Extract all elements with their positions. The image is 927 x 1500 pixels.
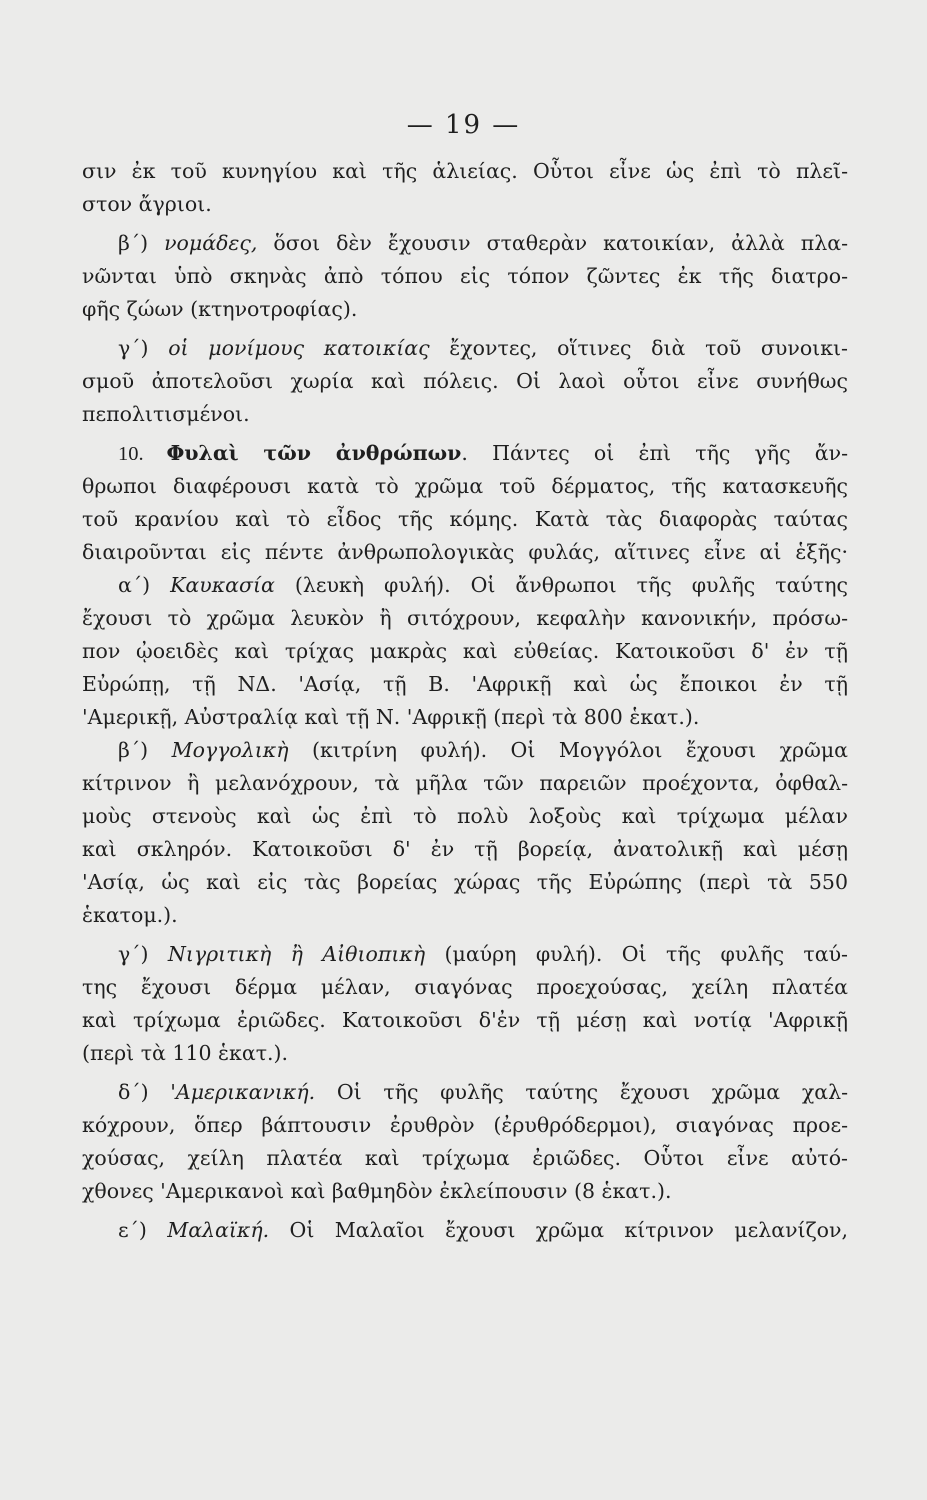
text-run: 'Αμερικῇ, Αὐστραλίᾳ καὶ τῇ Ν. 'Αφρικῇ (περὶ τὰ 800 ἑκατ.). — [82, 705, 700, 729]
text-line — [82, 1142, 848, 1175]
text-run: νῶνται ὑπὸ σκηνὰς ἀπὸ τόπου εἰς τόπον ζῶντες ἐκ τῆς διατρο- — [82, 264, 848, 288]
text-run: σμοῦ ἀποτελοῦσι χωρία καὶ πόλεις. Οἱ λαοὶ οὗτοι εἶνε συνήθως — [82, 369, 848, 393]
text-line — [82, 635, 848, 668]
text-line — [82, 734, 848, 767]
text-line — [82, 899, 848, 932]
text-run: . Πάντες οἱ ἐπὶ τῆς γῆς ἄν- — [461, 441, 848, 465]
text-run: ὅσοι δὲν ἔχουσιν σταθερὰν κατοικίαν, ἀλλὰ πλα- — [257, 231, 848, 255]
text-run: μοὺς στενοὺς καὶ ὡς ἐπὶ τὸ πολὺ λοξοὺς καὶ τρίχωμα μέλαν — [82, 804, 848, 828]
text-run: α΄) — [118, 573, 171, 597]
italic-term: Καυκασία — [170, 573, 275, 597]
text-run: χθονες 'Αμερικανοὶ καὶ βαθμηδὸν ἐκλείπουσιν (8 ἑκατ.). — [82, 1179, 672, 1203]
text-run: γ΄) — [118, 336, 169, 360]
text-run: ἔχοντες, οἵτινες διὰ τοῦ συνοικι- — [429, 336, 848, 360]
text-line — [82, 470, 848, 503]
text-line — [82, 569, 848, 602]
section-number: 10. — [118, 443, 167, 465]
text-line — [82, 365, 848, 398]
text-line — [82, 938, 848, 971]
text-line — [82, 155, 848, 188]
text-run: β΄) — [118, 738, 172, 762]
text-line — [82, 1214, 848, 1247]
text-run: γ΄) — [118, 942, 168, 966]
text-run: (κιτρίνη φυλή). Οἱ Μογγόλοι ἔχουσι χρῶμα — [288, 738, 848, 762]
text-line — [82, 260, 848, 293]
text-run: καὶ σκληρόν. Κατοικοῦσι δ' ἐν τῇ βορείᾳ, ἀνατολικῇ καὶ μέσῃ — [82, 837, 848, 861]
italic-term: 'Αμερικανική. — [170, 1080, 316, 1104]
text-line — [82, 536, 848, 569]
text-line — [82, 188, 848, 221]
text-run: χούσας, χείλη πλατέα καὶ τρίχωμα ἐριῶδες. Οὗτοι εἶνε αὐτό- — [82, 1146, 848, 1170]
italic-term: Μαλαϊκή. — [167, 1218, 270, 1242]
text-run: δ΄) — [118, 1080, 171, 1104]
text-line — [82, 503, 848, 536]
body-text — [82, 155, 848, 1247]
text-line — [82, 668, 848, 701]
italic-term: Μογγολικὴ — [171, 738, 289, 762]
page-number: — 19 — — [406, 110, 521, 140]
text-line — [82, 866, 848, 899]
text-line — [82, 1109, 848, 1142]
italic-term: νομάδες, — [164, 231, 258, 255]
text-run: β΄) — [118, 231, 165, 255]
text-line — [82, 602, 848, 635]
text-line — [82, 398, 848, 431]
text-run: (λευκὴ φυλή). Οἱ ἄνθρωποι τῆς φυλῆς ταύτης — [274, 573, 848, 597]
text-line — [82, 800, 848, 833]
text-run: πεπολιτισμένοι. — [82, 402, 250, 426]
text-run: πον ᾠοειδὲς καὶ τρίχας μακρὰς καὶ εὐθείας. Κατοικοῦσι δ' ἐν τῇ — [82, 639, 848, 663]
text-run: κόχρουν, ὅπερ βάπτουσιν ἐρυθρὸν (ἐρυθρόδερμοι), σιαγόνας προε- — [82, 1113, 848, 1137]
text-run: Εὐρώπῃ, τῇ ΝΔ. 'Ασίᾳ, τῇ Β. 'Αφρικῇ καὶ ὡς ἔποικοι ἐν τῇ — [82, 672, 848, 696]
text-run: σιν ἐκ τοῦ κυνηγίου καὶ τῆς ἁλιείας. Οὗτοι εἶνε ὡς ἐπὶ τὸ πλεῖ- — [82, 159, 848, 183]
text-run: ἑκατομ.). — [82, 903, 178, 927]
text-run: κίτρινον ἢ μελανόχρουν, τὰ μῆλα τῶν παρειῶν προέχοντα, ὀφθαλ- — [82, 771, 848, 795]
italic-term: Νιγριτικὴ ἢ Αἰθιοπικὴ — [167, 942, 426, 966]
text-run: φῆς ζώων (κτηνοτροφίας). — [82, 297, 358, 321]
text-run: τοῦ κρανίου καὶ τὸ εἶδος τῆς κόμης. Κατὰ τὰς διαφορὰς ταύτας — [82, 507, 848, 531]
text-run: Οἱ τῆς φυλῆς ταύτης ἔχουσι χρῶμα χαλ- — [315, 1080, 848, 1104]
text-line — [82, 1175, 848, 1208]
text-run: ε΄) — [118, 1218, 168, 1242]
text-line — [82, 1037, 848, 1070]
text-line — [82, 1004, 848, 1037]
text-run: (περὶ τὰ 110 ἑκατ.). — [82, 1041, 289, 1065]
text-line — [82, 227, 848, 260]
text-line — [82, 833, 848, 866]
text-line — [82, 437, 848, 470]
text-line — [82, 332, 848, 365]
text-run: 'Ασίᾳ, ὡς καὶ εἰς τὰς βορείας χώρας τῆς Εὐρώπης (περὶ τὰ 550 — [82, 870, 848, 894]
text-run: θρωποι διαφέρουσι κατὰ τὸ χρῶμα τοῦ δέρματος, τῆς κατασκευῆς — [82, 474, 848, 498]
text-line — [82, 767, 848, 800]
text-run: Οἱ Μαλαῖοι ἔχουσι χρῶμα κίτρινον μελανίζον, — [269, 1218, 848, 1242]
text-run: της ἔχουσι δέρμα μέλαν, σιαγόνας προεχούσας, χείλη πλατέα — [82, 975, 848, 999]
text-line — [82, 971, 848, 1004]
text-line — [82, 293, 848, 326]
text-run: ἔχουσι τὸ χρῶμα λευκὸν ἢ σιτόχρουν, κεφαλὴν κανονικήν, πρόσω- — [82, 606, 848, 630]
text-run: στον ἄγριοι. — [82, 192, 212, 216]
text-run: διαιροῦνται εἰς πέντε ἀνθρωπολογικὰς φυλάς, αἵτινες εἶνε αἱ ἑξῆς· — [82, 540, 848, 564]
italic-term: οἱ μονίμους κατοικίας — [168, 336, 430, 360]
text-line — [82, 1076, 848, 1109]
text-run: καὶ τρίχωμα ἐριῶδες. Κατοικοῦσι δ'ἐν τῇ μέσῃ καὶ νοτίᾳ 'Αφρικῇ — [82, 1008, 848, 1032]
text-line — [82, 701, 848, 734]
section-heading: Φυλαὶ τῶν ἀνθρώπων — [166, 441, 462, 465]
text-run: (μαύρη φυλή). Οἱ τῆς φυλῆς ταύ- — [425, 942, 848, 966]
